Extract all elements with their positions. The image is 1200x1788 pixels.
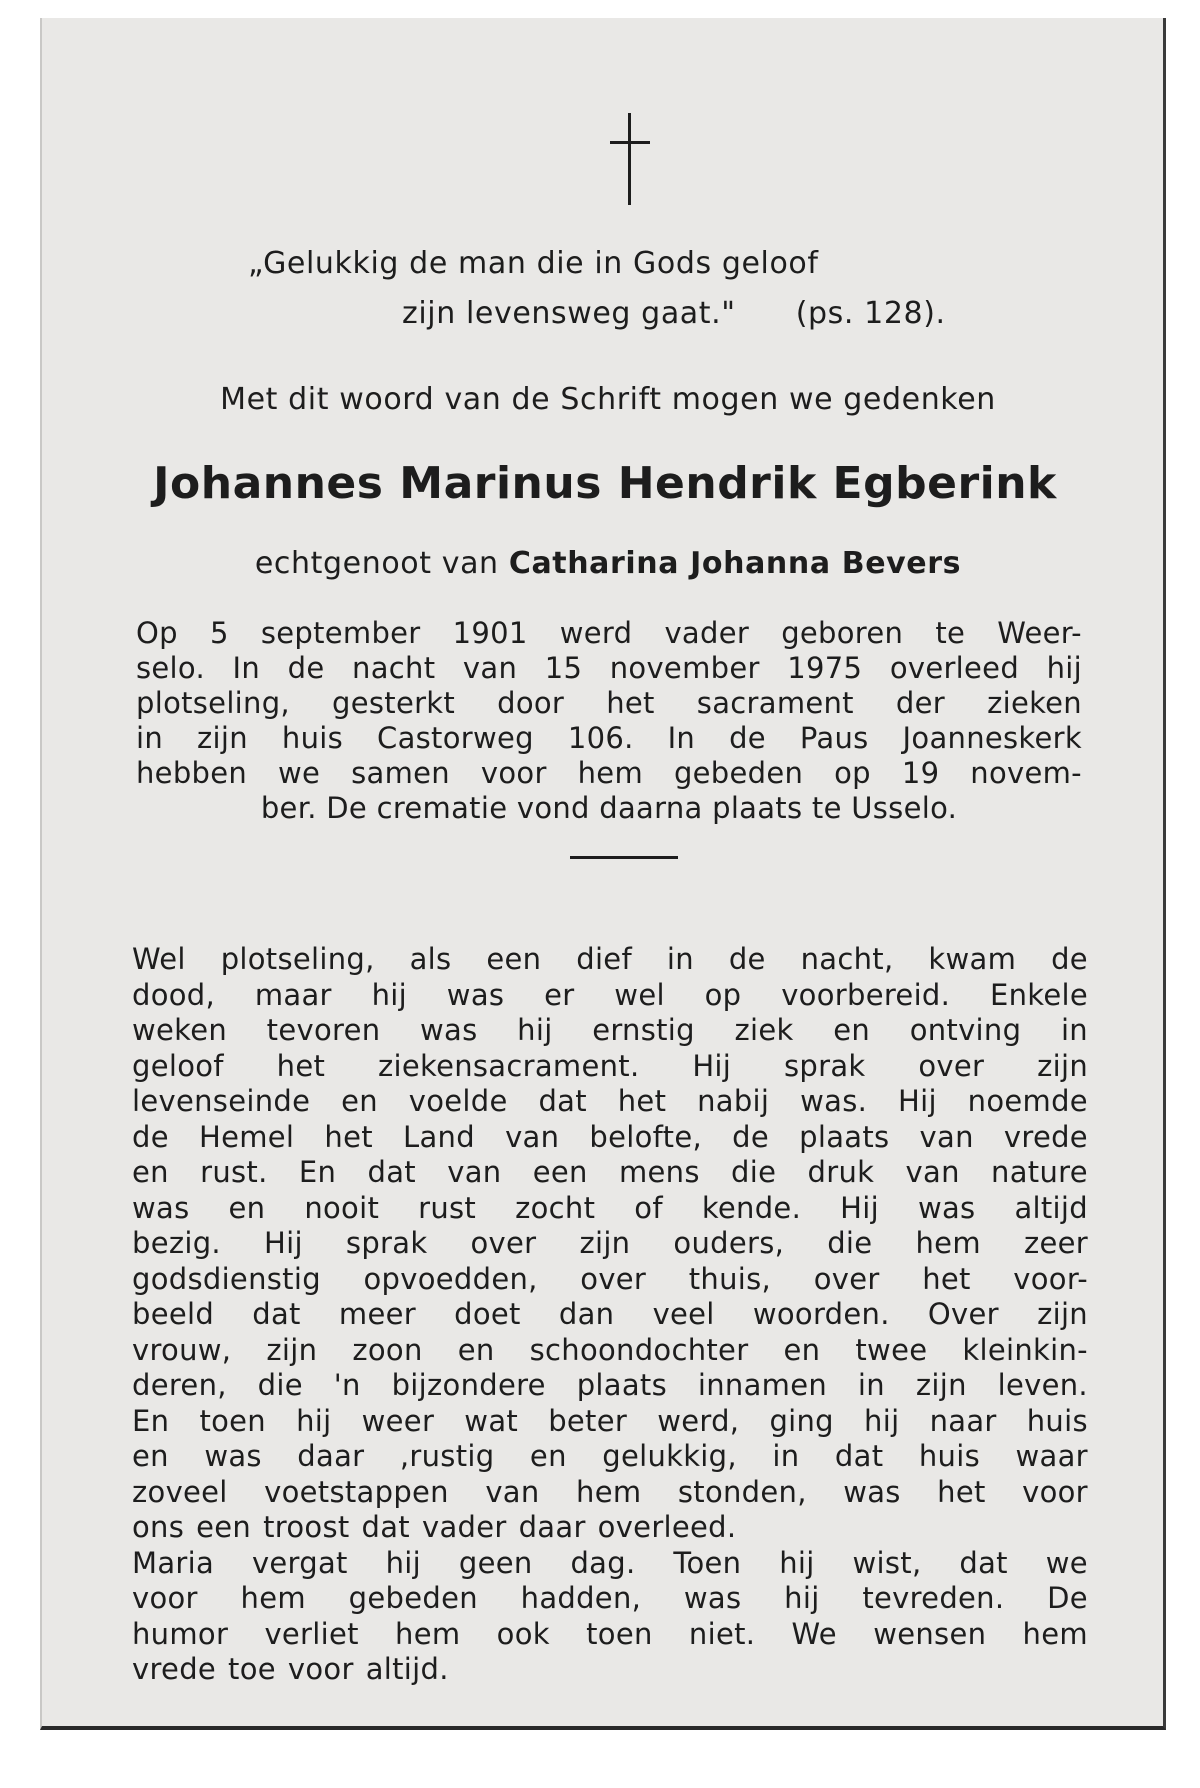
word: het — [276, 1048, 326, 1083]
word: dat — [834, 1439, 884, 1473]
word: 5 — [209, 616, 229, 650]
word: voetstappen — [264, 1474, 449, 1509]
word: de — [1051, 942, 1088, 976]
word: vergat — [251, 1545, 348, 1580]
word: altijd. — [365, 1652, 449, 1686]
word: ouders, — [673, 1226, 785, 1260]
word: 19 — [901, 756, 940, 790]
word: de — [132, 1119, 169, 1154]
word: hij — [1046, 651, 1082, 685]
word: over — [470, 1226, 537, 1260]
word: die — [731, 1155, 777, 1189]
word: hadden, — [520, 1581, 642, 1615]
word: 15 — [544, 651, 583, 685]
word: innamen — [697, 1368, 828, 1402]
word: de — [287, 651, 325, 685]
word: hij — [517, 1013, 553, 1047]
word: en — [341, 1084, 378, 1118]
word: hem — [395, 1616, 461, 1651]
word: Wel — [132, 942, 186, 976]
word: 'n — [333, 1368, 361, 1402]
word: we — [278, 756, 321, 790]
word: geboren — [781, 616, 904, 650]
word: als — [409, 942, 452, 976]
word: bezig. — [132, 1226, 221, 1260]
word: hem — [577, 756, 643, 790]
word: noemde — [967, 1084, 1088, 1118]
word: schoondochter — [529, 1332, 749, 1367]
text-line — [132, 1439, 1088, 1475]
word: belofte, — [589, 1119, 703, 1154]
word: was — [843, 1474, 901, 1509]
word: op — [704, 977, 742, 1012]
cross-icon — [610, 113, 650, 205]
word: was — [446, 977, 505, 1012]
word: huis — [918, 1439, 980, 1473]
word: ging — [769, 1403, 834, 1438]
word: plaats — [576, 1368, 667, 1402]
word: ,rustig — [399, 1439, 495, 1473]
word: veel — [652, 1297, 715, 1331]
section-divider — [570, 856, 678, 859]
word: de — [728, 942, 766, 976]
text-line — [132, 1262, 1088, 1298]
word: sprak — [784, 1048, 866, 1083]
word: deren, — [132, 1368, 227, 1402]
word: zijn — [197, 721, 248, 755]
psalm-quote-text: zijn levensweg gaat." — [402, 296, 736, 331]
word: beeld — [132, 1297, 215, 1331]
word: thuis, — [688, 1261, 772, 1296]
word: geen — [458, 1545, 533, 1580]
word: het — [937, 1474, 986, 1509]
text-line — [136, 616, 1082, 651]
word: een — [196, 1510, 252, 1544]
word: van — [485, 1474, 540, 1509]
word: toen — [586, 1616, 653, 1651]
word: opvoedden, — [363, 1261, 538, 1296]
word: het — [922, 1261, 971, 1296]
word: vader — [664, 616, 750, 650]
word: van — [447, 1155, 502, 1189]
word: mens — [618, 1155, 700, 1189]
word: stonden, — [677, 1474, 807, 1509]
word: Toen — [673, 1545, 742, 1580]
word: zijn — [1037, 1048, 1088, 1083]
text-line — [132, 1475, 1088, 1511]
text-line — [132, 1510, 1088, 1546]
word: levenseinde — [132, 1084, 311, 1118]
word: een — [486, 942, 542, 976]
word: meer — [338, 1297, 416, 1331]
word: daar — [518, 1510, 586, 1544]
word: ziekensacrament. — [378, 1048, 640, 1083]
word: en — [132, 1155, 169, 1189]
psalm-quote-line-2 — [402, 296, 946, 331]
word: hem — [1022, 1616, 1088, 1651]
word: wensen — [873, 1616, 987, 1651]
word: 1901 — [452, 616, 528, 650]
word: dan — [558, 1297, 615, 1331]
text-line — [132, 1084, 1088, 1120]
word: daar — [297, 1439, 365, 1473]
word: Castorweg — [377, 721, 534, 755]
word: en — [833, 1013, 871, 1047]
text-line — [132, 1546, 1088, 1582]
word: sprak — [345, 1226, 428, 1260]
text-line — [132, 1191, 1088, 1227]
word: nacht — [352, 651, 436, 685]
word: de — [732, 1119, 769, 1154]
word: plaats — [799, 1119, 890, 1154]
word: En — [132, 1403, 170, 1438]
word: was. — [800, 1084, 868, 1118]
word: nabij — [697, 1084, 770, 1118]
word: gelukkig, — [602, 1439, 737, 1473]
word: waar — [1015, 1439, 1088, 1473]
word: der — [895, 686, 945, 720]
word: gebeden — [348, 1581, 478, 1615]
word: voor — [480, 756, 547, 790]
word: zijn — [915, 1368, 967, 1402]
word: we — [1045, 1545, 1088, 1580]
text-line — [132, 1652, 1088, 1688]
text-line — [136, 756, 1082, 791]
word: er — [544, 977, 575, 1012]
word: zijn — [1037, 1297, 1088, 1331]
word: De — [1047, 1581, 1088, 1615]
word: november — [609, 651, 760, 685]
word: hebben — [136, 756, 248, 790]
deceased-name: Johannes Marinus Hendrik Egberink — [153, 458, 1057, 509]
word: weer — [361, 1403, 435, 1438]
word: Enkele — [989, 977, 1088, 1012]
word: werd — [559, 616, 633, 650]
word: plotseling, — [220, 942, 375, 976]
word: voorbereid. — [781, 977, 951, 1012]
word: en — [132, 1439, 169, 1473]
word: leven. — [997, 1368, 1088, 1402]
word: Over — [927, 1297, 999, 1331]
word: Maria — [132, 1545, 215, 1580]
text-line — [132, 1333, 1088, 1369]
word: een — [532, 1155, 588, 1189]
word: Op — [136, 616, 178, 650]
word: En — [298, 1155, 337, 1189]
biography-paragraph — [136, 616, 1082, 826]
word: hij — [864, 1403, 900, 1438]
word: samen — [351, 756, 450, 790]
word: was — [132, 1190, 190, 1225]
word: Paus — [799, 721, 869, 755]
word: troost — [263, 1510, 350, 1544]
word: over — [580, 1261, 647, 1296]
text-line — [136, 651, 1082, 686]
spouse-line — [158, 546, 1058, 581]
word: We — [791, 1616, 837, 1651]
word: vrede — [132, 1652, 217, 1686]
word: het — [324, 1119, 373, 1154]
memorial-card — [40, 18, 1166, 1730]
text-line — [136, 721, 1082, 756]
word: verliet — [264, 1616, 359, 1651]
word: wist, — [852, 1545, 922, 1580]
word: wel — [614, 977, 665, 1012]
word: die — [827, 1226, 873, 1260]
word: huis — [281, 721, 344, 755]
word: voor- — [1013, 1261, 1088, 1296]
word: en — [457, 1332, 495, 1367]
text-line — [136, 686, 1082, 721]
text-line — [132, 1617, 1088, 1653]
word: In — [232, 651, 261, 685]
word: van — [505, 1119, 560, 1154]
word: in — [136, 721, 164, 755]
word: geloof — [132, 1048, 224, 1083]
word: in — [1060, 1013, 1088, 1047]
word: dat — [538, 1084, 587, 1118]
word: toe — [228, 1652, 276, 1686]
word: te — [935, 616, 966, 650]
word: Hij — [692, 1048, 732, 1083]
word: in — [666, 942, 694, 976]
word: zocht — [515, 1190, 596, 1225]
word: humor — [132, 1616, 229, 1651]
word: voelde — [408, 1084, 508, 1118]
word: ernstig — [592, 1013, 695, 1047]
word: het — [617, 1084, 667, 1118]
word: het — [606, 686, 655, 720]
word: In — [667, 721, 696, 755]
word: hij — [779, 1545, 815, 1580]
word: ziek — [734, 1013, 794, 1047]
word: en — [228, 1190, 266, 1225]
word: 1975 — [787, 651, 863, 685]
word: twee — [855, 1332, 928, 1367]
word: dat — [361, 1510, 410, 1544]
word: overleed. — [597, 1510, 737, 1544]
text-line — [132, 942, 1088, 978]
intro-text: Met dit woord van de Schrift mogen we gedenken — [220, 382, 996, 417]
word: tevoren — [266, 1013, 381, 1047]
word: kleinkin- — [962, 1332, 1088, 1367]
word: nooit — [304, 1190, 380, 1225]
text-line — [132, 978, 1088, 1014]
text-line — [132, 1155, 1088, 1191]
word: Joanneskerk — [902, 721, 1082, 755]
word: gebeden — [673, 756, 804, 790]
word: weken — [132, 1013, 228, 1047]
word: Land — [403, 1119, 475, 1154]
word: druk — [807, 1155, 875, 1189]
word: van — [919, 1119, 974, 1154]
word: zeer — [1023, 1226, 1088, 1260]
word: huis — [1026, 1403, 1088, 1438]
word: sacrament — [696, 686, 854, 720]
word: hij — [371, 977, 407, 1012]
word: doet — [454, 1297, 521, 1331]
word: van — [462, 651, 518, 685]
life-story-paragraph — [132, 942, 1088, 1688]
word: maar — [254, 977, 332, 1012]
word: Hij — [840, 1190, 879, 1225]
word: of — [634, 1190, 663, 1225]
word: hem — [915, 1226, 981, 1260]
word: over — [918, 1048, 985, 1083]
word: vader — [421, 1510, 507, 1544]
word: over — [813, 1261, 880, 1296]
word: hij — [784, 1581, 820, 1615]
word: niet. — [688, 1616, 756, 1651]
psalm-quote-line-1: „Gelukkig de man die in Gods geloof — [248, 246, 819, 281]
spouse-prefix: echtgenoot van — [254, 546, 499, 581]
word: altijd — [1014, 1190, 1088, 1225]
word: op — [834, 756, 871, 790]
word: ontving — [909, 1013, 1022, 1047]
word: voor — [1022, 1474, 1088, 1509]
text-line — [132, 1226, 1088, 1262]
word: dat — [252, 1297, 301, 1331]
word: wat — [464, 1403, 519, 1438]
word: dat — [959, 1545, 1008, 1580]
text-line: ber. De crematie vond daarna plaats te Usselo. — [260, 791, 958, 825]
word: rust — [418, 1190, 477, 1225]
word: toen — [199, 1403, 266, 1438]
word: nature — [991, 1155, 1088, 1189]
word: plotseling, — [136, 686, 290, 720]
word: was — [683, 1581, 742, 1615]
word: selo. — [136, 651, 205, 685]
text-line — [132, 1404, 1088, 1440]
word: nacht, — [800, 942, 894, 976]
word: van — [905, 1155, 960, 1189]
word: zijn — [266, 1332, 318, 1367]
word: naar — [929, 1403, 997, 1438]
word: ook — [496, 1616, 550, 1651]
word: september — [260, 616, 421, 650]
word: zijn — [579, 1226, 631, 1260]
word: dief — [576, 942, 632, 976]
word: hem — [240, 1581, 306, 1615]
word: was — [204, 1439, 262, 1473]
word: was — [917, 1190, 976, 1225]
word: dat — [367, 1155, 416, 1189]
word: was — [420, 1013, 478, 1047]
text-line — [132, 1013, 1088, 1049]
word: 106. — [567, 721, 634, 755]
word: die — [257, 1368, 303, 1402]
word: Weer- — [997, 616, 1082, 650]
psalm-reference: (ps. 128). — [795, 296, 946, 331]
word: zoon — [352, 1332, 423, 1367]
word: en — [783, 1332, 821, 1367]
word: Hij — [264, 1226, 303, 1260]
word: beter — [548, 1403, 628, 1438]
word: dag. — [570, 1545, 636, 1580]
word: zieken — [987, 686, 1082, 720]
word: in — [857, 1368, 885, 1402]
word: hem — [576, 1474, 642, 1509]
word: Hij — [898, 1084, 937, 1118]
word: gesterkt — [332, 686, 456, 720]
word: in — [772, 1439, 800, 1473]
text-line — [132, 1120, 1088, 1156]
word: woorden. — [752, 1297, 890, 1331]
word: kende. — [701, 1190, 802, 1225]
word: dood, — [132, 977, 216, 1012]
word: bijzondere — [391, 1368, 546, 1402]
word: tevreden. — [862, 1581, 1005, 1615]
word: zoveel — [132, 1474, 228, 1509]
word: hij — [385, 1545, 422, 1580]
word: voor — [132, 1581, 198, 1615]
word: en — [529, 1439, 567, 1473]
text-line — [132, 1581, 1088, 1617]
word: Hemel — [198, 1119, 295, 1154]
word: overleed — [889, 651, 1020, 685]
word: kwam — [928, 942, 1017, 976]
word: vrouw, — [132, 1332, 232, 1367]
word: godsdienstig — [132, 1261, 321, 1296]
word: hij — [296, 1403, 332, 1438]
word: novem- — [970, 756, 1082, 790]
text-line — [132, 1049, 1088, 1085]
word: door — [497, 686, 565, 720]
word: rust. — [200, 1155, 268, 1189]
text-line — [132, 1368, 1088, 1404]
word: vrede — [1003, 1119, 1088, 1154]
word: werd, — [657, 1403, 740, 1438]
word: ons — [132, 1510, 185, 1544]
word: de — [729, 721, 766, 755]
spouse-name: Catharina Johanna Bevers — [508, 546, 962, 581]
text-line — [132, 1297, 1088, 1333]
word: voor — [287, 1652, 354, 1686]
